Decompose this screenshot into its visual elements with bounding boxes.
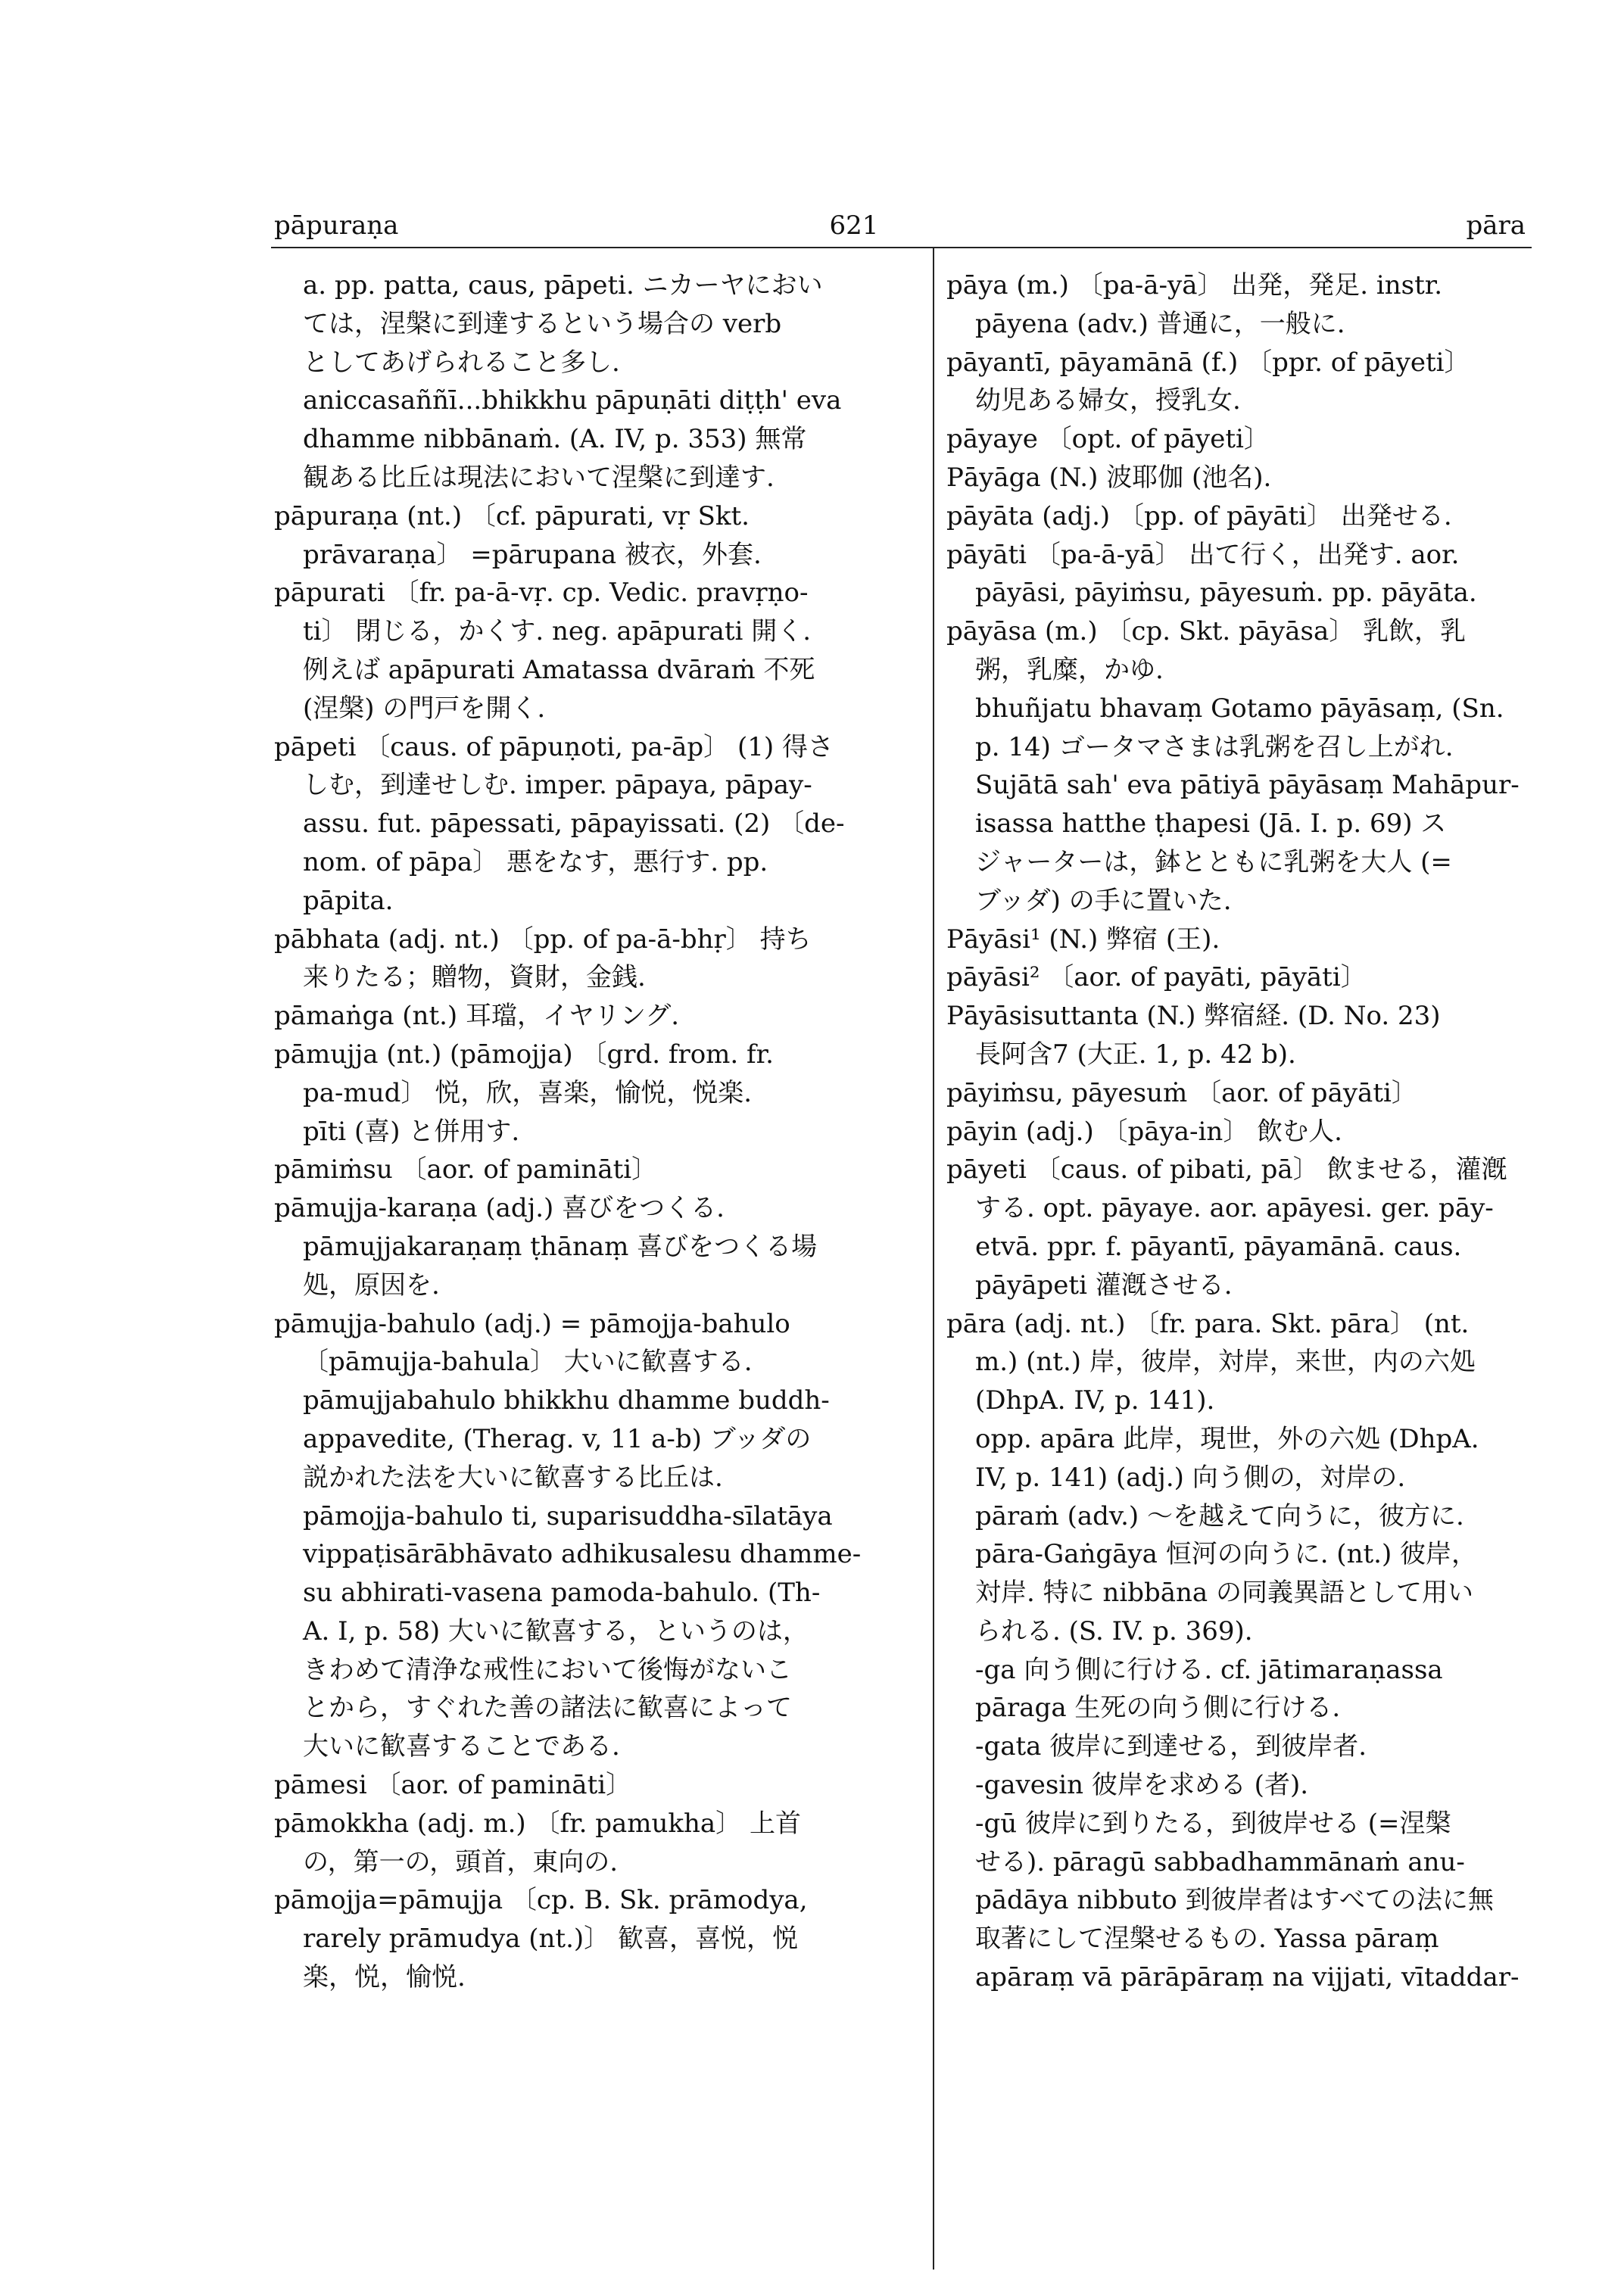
entry-line: られる. (S. IV. p. 369). [975,1615,1253,1647]
entry-line: pāyeti 〔caus. of pibati, pā〕 飲ませる，灌漑 [946,1154,1507,1185]
entry-line: (涅槃) の門戸を開く. [303,693,546,724]
entry-line: pāmujja-bahulo (adj.) = pāmojja-bahulo [274,1308,790,1339]
entry-line: 大いに歓喜することである. [303,1731,620,1762]
entry-line: しむ，到達せしむ. imper. pāpaya, pāpay- [303,770,812,801]
entry-line: pāyaye 〔opt. of pāyeti〕 [946,424,1270,455]
entry-line: IV, p. 141) (adj.) 向う側の，対岸の. [975,1462,1406,1493]
entry-line: ti〕 閉じる，かくす. neg. apāpurati 開く. [303,616,812,647]
entry-line: pāmokkha (adj. m.) 〔fr. pamukha〕 上首 [274,1808,801,1839]
entry-line: pīti (喜) と併用す. [303,1116,520,1147]
entry-line: pāra-Gaṅgāya 恒河の向うに. (nt.) 彼岸， [975,1539,1478,1570]
entry-line: pāpeti 〔caus. of pāpuṇoti, pa-āp〕 (1) 得さ [274,731,834,762]
entry-line: rarely prāmudya (nt.)〕 歓喜，喜悦，悦 [303,1924,798,1955]
entry-line: -gavesin 彼岸を求める (者). [975,1770,1309,1801]
page-number: 621 [829,210,879,241]
header-rule [271,247,1532,248]
entry-line: m.) (nt.) 岸，彼岸，対岸，来世，内の六処 [975,1347,1476,1378]
entry-line: pāyāsi² 〔aor. of payāti, pāyāti〕 [946,962,1367,993]
entry-line: pābhata (adj. nt.) 〔pp. of pa-ā-bhṛ〕 持ち [274,924,812,955]
entry-line: pāyāti 〔pa-ā-yā〕 出て行く，出発す. aor. [946,539,1460,570]
entry-line: 長阿含7 (大正. 1, p. 42 b). [975,1039,1296,1070]
entry-line: の，第一の，頭首，東向の. [303,1846,619,1877]
entry-line: 対岸. 特に nibbāna の同義異語として用い [975,1578,1473,1609]
right-column [946,266,1533,1997]
entry-line: 幼児ある婦女，授乳女. [975,385,1241,416]
column-divider [933,248,934,2270]
entry-line: pāyāsa (m.) 〔cp. Skt. pāyāsa〕 乳飲，乳 [946,616,1467,647]
entry-line: pāyantī, pāyamānā (f.) 〔ppr. of pāyeti〕 [946,347,1470,378]
entry-line: ブッダ) の手に置いた. [975,885,1232,916]
entry-line: ジャーターは，鉢とともに乳粥を大人 (= [975,846,1452,877]
entry-line: su abhirati-vasena pamoda-bahulo. (Th- [303,1578,821,1609]
entry-line: pāmiṁsu 〔aor. of pamināti〕 [274,1154,658,1185]
entry-line: pāpuraṇa (nt.) 〔cf. pāpurati, vṛ Skt. [274,500,750,531]
entry-line: pāpita. [303,885,394,916]
running-head-right: pāra [1466,210,1526,241]
entry-line: とから，すぐれた善の諸法に歓喜によって [303,1693,792,1724]
entry-line: pāmujja-karaṇa (adj.) 喜びをつくる. [274,1193,725,1224]
entry-line: aniccasaññī...bhikkhu pāpuṇāti diṭṭh' eva [303,385,842,416]
entry-line: prāvaraṇa〕 =pārupana 被衣，外套. [303,539,762,570]
entry-line: 例えば apāpurati Amatassa dvāraṁ 不死 [303,654,815,685]
entry-line: pāya (m.) 〔pa-ā-yā〕 出発，発足. instr. [946,270,1443,301]
entry-line: pāraṁ (adv.) ～を越えて向うに，彼方に. [975,1500,1464,1531]
entry-line: -gata 彼岸に到達せる，到彼岸者. [975,1731,1367,1762]
entry-line: assu. fut. pāpessati, pāpayissati. (2) 〔de- [303,808,845,840]
entry-line: appavedite, (Therag. v, 11 a-b) ブッダの [303,1423,812,1454]
entry-line: nom. of pāpa〕 悪をなす，悪行す. pp. [303,846,768,877]
entry-line: Sujātā sah' eva pātiyā pāyāsaṃ Mahāpur- [975,770,1520,801]
entry-line: pa-mud〕 悦，欣，喜楽，愉悦，悦楽. [303,1077,753,1108]
entry-line: 説かれた法を大いに歓喜する比丘は. [303,1462,723,1493]
entry-line: -gū 彼岸に到りたる，到彼岸せる (=涅槃 [975,1808,1451,1839]
entry-line: bhuñjatu bhavaṃ Gotamo pāyāsaṃ, (Sn. [975,693,1504,724]
entry-line: きわめて清浄な戒性において後悔がないこ [303,1654,792,1685]
entry-line: pāmujja (nt.) (pāmojja) 〔grd. from. fr. [274,1039,774,1070]
entry-line: isassa hatthe ṭhapesi (Jā. I. p. 69) ス [975,808,1447,840]
entry-line: pāyāsi, pāyiṁsu, pāyesuṁ. pp. pāyāta. [975,578,1477,609]
entry-line: 楽，悦，愉悦. [303,1962,466,1993]
entry-line: pāraga 生死の向う側に行ける. [975,1693,1341,1724]
entry-line: pāmesi 〔aor. of pamināti〕 [274,1770,632,1801]
entry-line: apāraṃ vā pārāpāraṃ na vijjati, vītaddar- [975,1962,1520,1993]
entry-line: 来りたる；贈物，資財，金銭. [303,962,646,993]
entry-line: pāmujjabahulo bhikkhu dhamme buddh- [303,1385,830,1416]
entry-line: pāyiṁsu, pāyesuṁ 〔aor. of pāyāti〕 [946,1077,1417,1108]
entry-line: vippaṭisārābhāvato adhikusalesu dhamme- [303,1539,862,1570]
entry-line: Pāyāsi¹ (N.) 弊宿 (王). [946,924,1220,955]
entry-line: Pāyāga (N.) 波耶伽 (池名). [946,462,1272,493]
entry-line: 観ある比丘は現法において涅槃に到達す. [303,462,775,493]
entry-line: p. 14) ゴータマさまは乳粥を召し上がれ. [975,731,1454,762]
entry-line: 処，原因を. [303,1270,440,1301]
entry-line: opp. apāra 此岸，現世，外の六処 (DhpA. [975,1423,1479,1454]
entry-line: 粥，乳糜，かゆ. [975,654,1164,685]
entry-line: pāyin (adj.) 〔pāya-in〕 飲む人. [946,1116,1342,1147]
entry-line: A. I, p. 58) 大いに歓喜する，というのは， [303,1615,809,1647]
entry-line: pāmujjakaraṇaṃ ṭhānaṃ 喜びをつくる場 [303,1231,818,1262]
entry-line: pāmojja=pāmujja 〔cp. B. Sk. prāmodya, [274,1885,808,1916]
entry-line: としてあげられること多し. [303,347,620,378]
left-column [274,266,914,1997]
entry-line: pāyāta (adj.) 〔pp. of pāyāti〕 出発せる. [946,500,1452,531]
entry-line: pāra (adj. nt.) 〔fr. para. Skt. pāra〕 (nt. [946,1308,1470,1339]
entry-line: する. opt. pāyaye. aor. apāyesi. ger. pāy- [975,1193,1494,1224]
entry-line: 取著にして涅槃せるもの. Yassa pāraṃ [975,1924,1439,1955]
entry-line: etvā. ppr. f. pāyantī, pāyamānā. caus. [975,1231,1462,1262]
entry-line: pāyena (adv.) 普通に，一般に. [975,308,1345,339]
entry-line: -ga 向う側に行ける. cf. jātimaraṇassa [975,1654,1443,1685]
entry-line: pāmaṅga (nt.) 耳璫，イヤリング. [274,1001,680,1032]
entry-line: (DhpA. IV, p. 141). [975,1385,1215,1416]
entry-line: a. pp. patta, caus, pāpeti. ニカーヤにおい [303,270,823,301]
running-head-left: pāpuraṇa [274,210,399,241]
entry-line: pāmojja-bahulo ti, suparisuddha-sīlatāya [303,1500,833,1531]
entry-line: Pāyāsisuttanta (N.) 弊宿経. (D. No. 23) [946,1001,1441,1032]
entry-line: 〔pāmujja-bahula〕 大いに歓喜する. [303,1347,753,1378]
entry-line: pāpurati 〔fr. pa-ā-vṛ. cp. Vedic. pravṛṇo- [274,578,809,609]
entry-line: せる). pāragū sabbadhammānaṁ anu- [975,1846,1465,1877]
entry-line: pādāya nibbuto 到彼岸者はすべての法に無 [975,1885,1494,1916]
entry-line: pāyāpeti 灌漑させる. [975,1270,1233,1301]
entry-line: ては，涅槃に到達するという場合の verb [303,308,782,339]
entry-line: dhamme nibbānaṁ. (A. IV, p. 353) 無常 [303,424,807,455]
